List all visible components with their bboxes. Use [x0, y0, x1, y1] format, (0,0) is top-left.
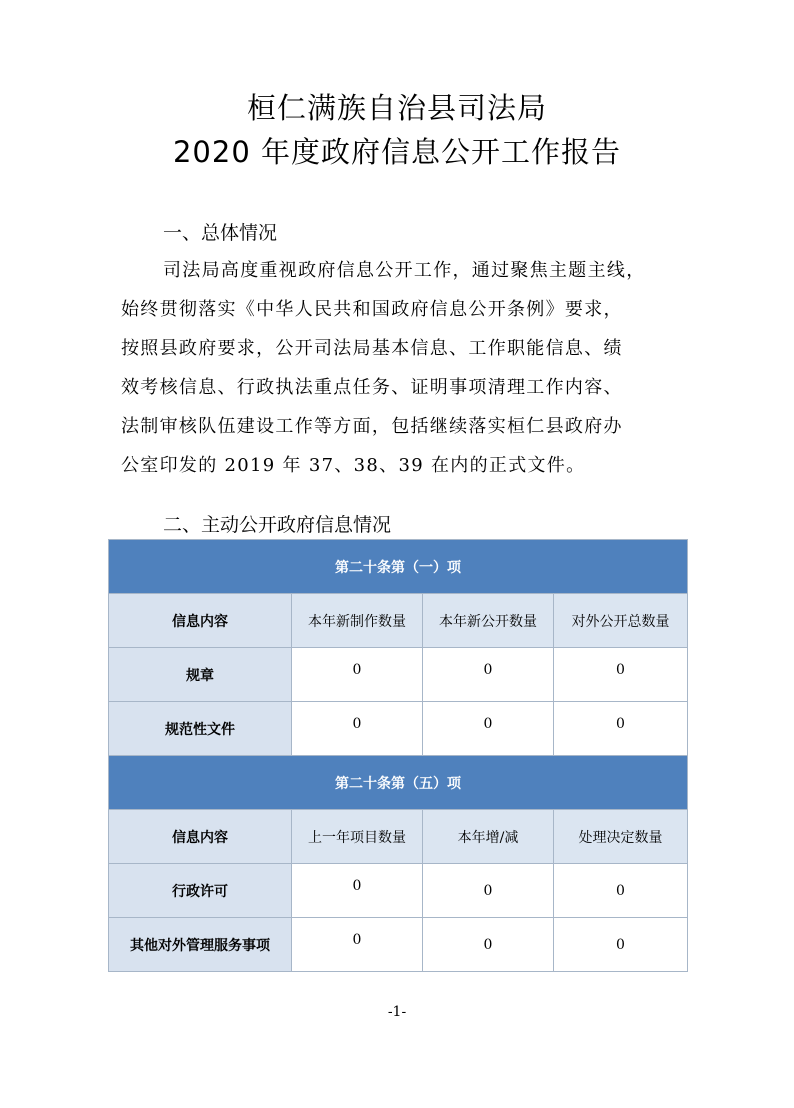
- table-cell: 0: [423, 918, 554, 972]
- paragraph-line: 司法局高度重视政府信息公开工作，通过聚焦主题主线，: [163, 260, 646, 281]
- section-title: 第二十条第（五）项: [109, 756, 688, 810]
- section-title: 第二十条第（一）项: [109, 540, 688, 594]
- table-cell: 0: [292, 648, 423, 702]
- row-label: 行政许可: [109, 864, 292, 918]
- disclosure-table: [108, 539, 688, 972]
- table-row: [109, 702, 688, 756]
- column-header: 信息内容: [109, 810, 292, 864]
- table-cell: 0: [292, 918, 423, 972]
- paragraph-line: 效考核信息、行政执法重点任务、证明事项清理工作内容、: [121, 377, 623, 398]
- section1-paragraph: [121, 251, 691, 485]
- paragraph-line: 按照县政府要求，公开司法局基本信息、工作职能信息、绩: [121, 338, 623, 359]
- column-header: 上一年项目数量: [292, 810, 423, 864]
- row-label: 规范性文件: [109, 702, 292, 756]
- row-label: 其他对外管理服务事项: [109, 918, 292, 972]
- paragraph-line: 始终贯彻落实《中华人民共和国政府信息公开条例》要求，: [121, 299, 623, 320]
- table-cell: 0: [292, 702, 423, 756]
- table-row: [109, 648, 688, 702]
- column-header: 本年新制作数量: [292, 594, 423, 648]
- paragraph-line: 公室印发的 2019 年 37、38、39 在内的正式文件。: [121, 455, 586, 476]
- page-number: -1-: [387, 1004, 407, 1020]
- table-cell: 0: [423, 648, 554, 702]
- paragraph-line: 法制审核队伍建设工作等方面，包括继续落实桓仁县政府办: [121, 416, 623, 437]
- report-title-line2: 2020 年度政府信息公开工作报告: [172, 135, 622, 169]
- table-cell: 0: [292, 864, 423, 918]
- section1-heading: 一、总体情况: [163, 222, 278, 244]
- table-header-row: [109, 594, 688, 648]
- column-header: 本年增/减: [423, 810, 554, 864]
- table-section-row: [109, 756, 688, 810]
- table-cell: 0: [423, 702, 554, 756]
- table-section-row: [109, 540, 688, 594]
- table-cell: 0: [554, 648, 688, 702]
- column-header: 处理决定数量: [554, 810, 688, 864]
- table-cell: 0: [554, 864, 688, 918]
- column-header: 对外公开总数量: [554, 594, 688, 648]
- section2-heading: 二、主动公开政府信息情况: [163, 514, 392, 536]
- table-cell: 0: [423, 864, 554, 918]
- table-row: [109, 918, 688, 972]
- column-header: 本年新公开数量: [423, 594, 554, 648]
- column-header: 信息内容: [109, 594, 292, 648]
- table-header-row: [109, 810, 688, 864]
- table-row: [109, 864, 688, 918]
- table-cell: 0: [554, 918, 688, 972]
- report-title-line1: 桓仁满族自治县司法局: [246, 91, 547, 125]
- table-cell: 0: [554, 702, 688, 756]
- row-label: 规章: [109, 648, 292, 702]
